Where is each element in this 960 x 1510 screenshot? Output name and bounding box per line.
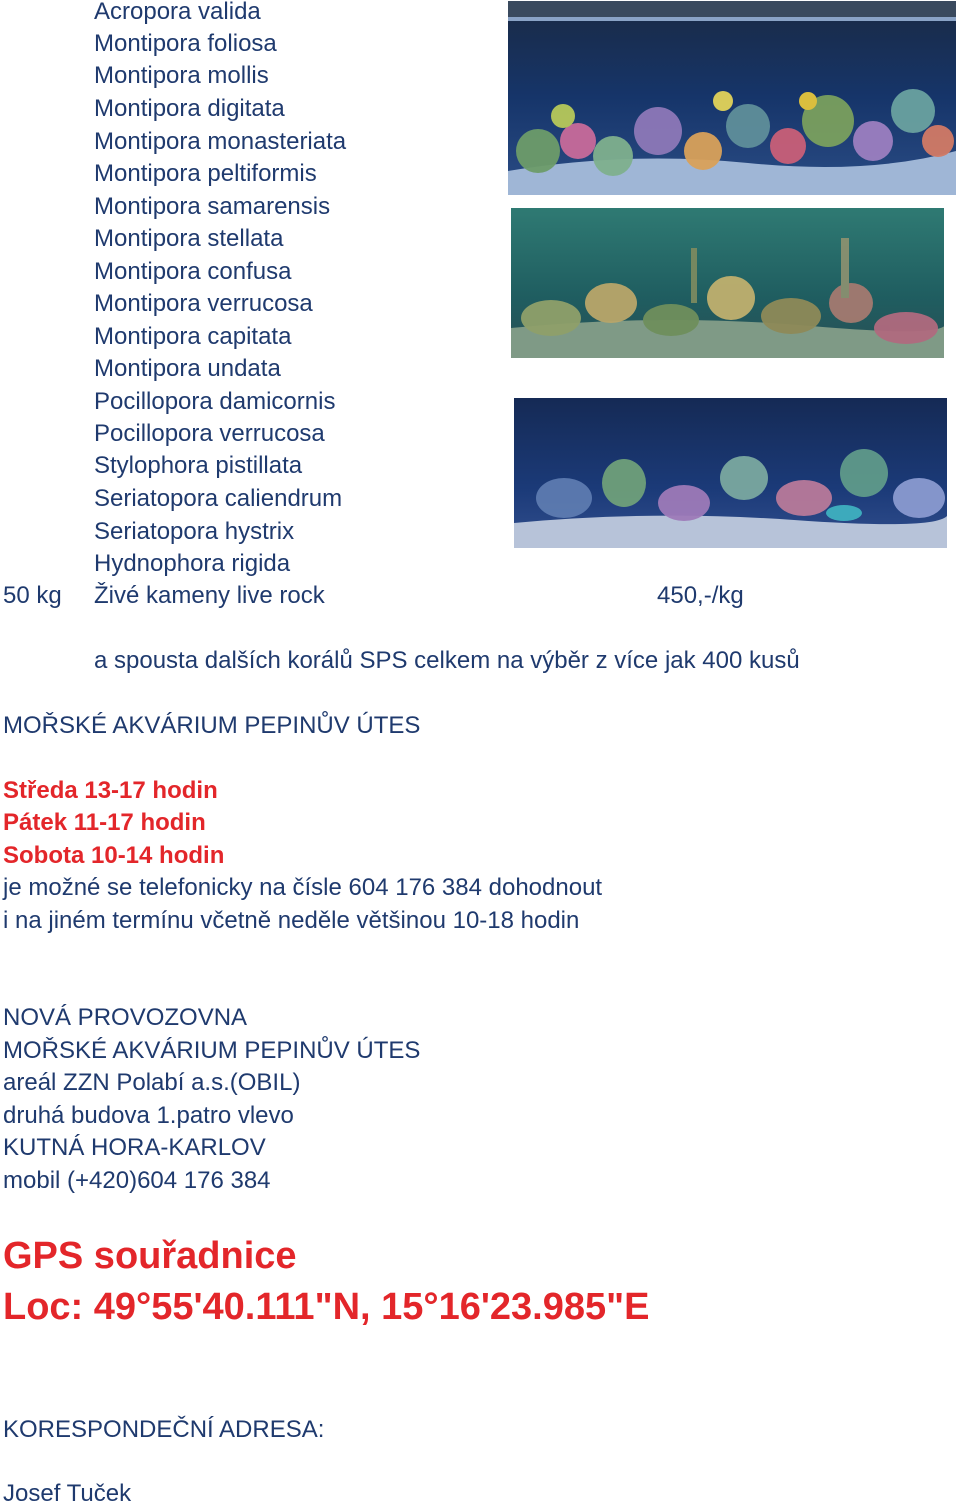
address-line: druhá budova 1.patro vlevo <box>3 1102 294 1129</box>
hours-wednesday: Středa 13-17 hodin <box>3 777 218 804</box>
gps-coordinates: Loc: 49°55'40.111"N, 15°16'23.985"E <box>3 1286 650 1328</box>
correspondence-label: KORESPONDEČNÍ ADRESA: <box>3 1416 325 1443</box>
address-line: areál ZZN Polabí a.s.(OBIL) <box>3 1069 301 1096</box>
rock-price: 450,-/kg <box>657 582 744 609</box>
shop-name: MOŘSKÉ AKVÁRIUM PEPINŮV ÚTES <box>3 712 421 739</box>
aquarium-photo-art <box>511 208 944 358</box>
hours-friday: Pátek 11-17 hodin <box>3 809 206 836</box>
aquarium-photo-art <box>508 1 956 195</box>
address-line: KUTNÁ HORA-KARLOV <box>3 1134 266 1161</box>
more-corals-note: a spousta dalších korálů SPS celkem na výběr z více jak 400 kusů <box>94 647 800 674</box>
coral-item: Montipora samarensis <box>94 193 331 220</box>
phone-note: je možné se telefonicky na čísle 604 176 384 dohodnout <box>3 874 603 901</box>
aquarium-photo <box>508 1 956 195</box>
aquarium-photo-art <box>514 398 947 548</box>
aquarium-photo <box>511 208 944 358</box>
aquarium-photo <box>514 398 947 548</box>
coral-item: Montipora capitata <box>94 323 292 350</box>
coral-item: Montipora foliosa <box>94 30 277 57</box>
gps-title: GPS souřadnice <box>3 1235 297 1277</box>
coral-item: Hydnophora rigida <box>94 550 291 577</box>
coral-item: Acropora valida <box>94 0 261 25</box>
coral-item: Montipora undata <box>94 355 281 382</box>
coral-item: Montipora digitata <box>94 95 285 122</box>
coral-item: Seriatopora caliendrum <box>94 485 343 512</box>
coral-item: Montipora verrucosa <box>94 290 313 317</box>
mobile-number: mobil (+420)604 176 384 <box>3 1167 271 1194</box>
coral-item: Montipora confusa <box>94 258 292 285</box>
coral-item: Seriatopora hystrix <box>94 518 295 545</box>
coral-item: Stylophora pistillata <box>94 452 303 479</box>
address-line: NOVÁ PROVOZOVNA <box>3 1004 248 1031</box>
coral-item: Pocillopora verrucosa <box>94 420 325 447</box>
rock-quantity: 50 kg <box>3 582 62 609</box>
coral-item: Pocillopora damicornis <box>94 388 336 415</box>
address-line: MOŘSKÉ AKVÁRIUM PEPINŮV ÚTES <box>3 1037 421 1064</box>
correspondence-name: Josef Tuček <box>3 1480 132 1507</box>
coral-item: Montipora peltiformis <box>94 160 317 187</box>
coral-item: Montipora monasteriata <box>94 128 347 155</box>
coral-item: Montipora stellata <box>94 225 284 252</box>
phone-note: i na jiném termínu včetně neděle většinou 10-18 hodin <box>3 907 580 934</box>
coral-item: Montipora mollis <box>94 62 269 89</box>
hours-saturday: Sobota 10-14 hodin <box>3 842 225 869</box>
rock-name: Živé kameny live rock <box>94 582 325 609</box>
